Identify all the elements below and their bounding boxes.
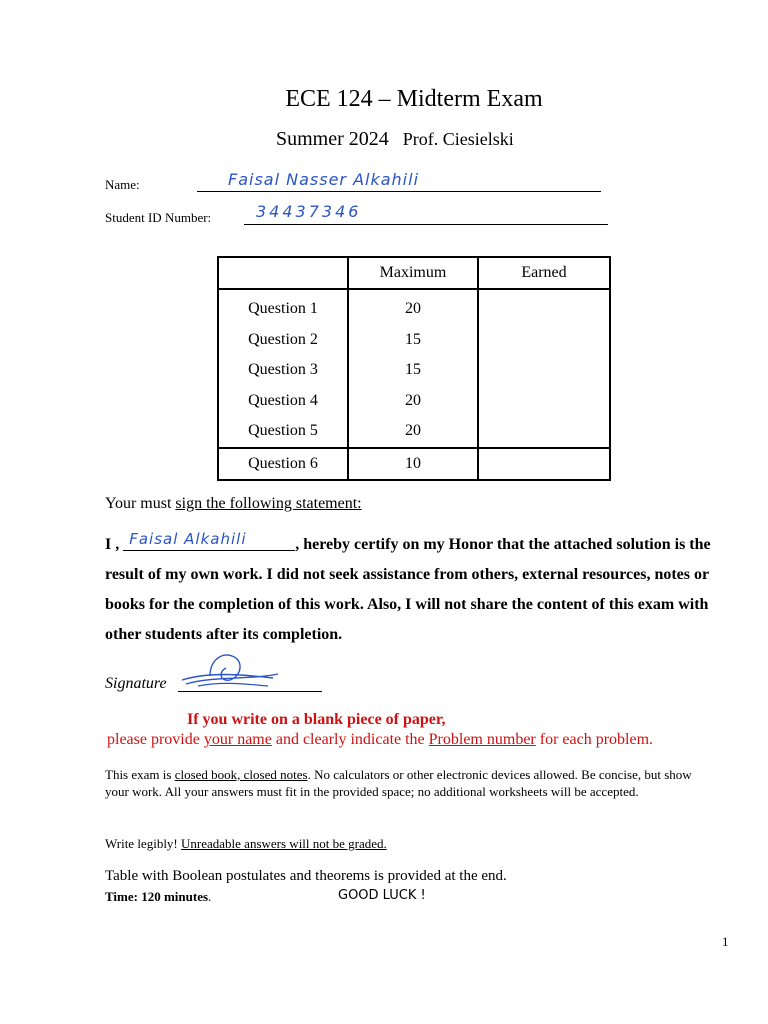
instruction-your-name: your name (203, 731, 272, 748)
earned-score (478, 325, 610, 356)
max-score: 15 (348, 325, 478, 356)
earned-score (478, 416, 610, 448)
statement-intro (105, 495, 362, 513)
question-label: Question 3 (218, 355, 348, 386)
legibility-part: Write legibly! (105, 836, 182, 851)
exam-term: Summer 2024 (276, 128, 389, 150)
rules-part: . No calculators or other electronic devices allowed. Be concise, but show your work. All your answers must fit in the provided space; no additional worksheets will be accepted. (105, 767, 692, 799)
header-blank (218, 257, 348, 289)
rules-closed-book: closed book, closed notes (174, 767, 308, 782)
blank-paper-heading: If you write on a blank piece of paper, (187, 711, 446, 728)
earned-score (478, 386, 610, 417)
time-period: . (208, 889, 212, 904)
rules-part: This exam is (105, 767, 175, 782)
time-limit (105, 889, 211, 905)
question-label: Question 2 (218, 325, 348, 356)
instruction-part: please provide (107, 731, 204, 748)
instruction-part: for each problem. (535, 731, 654, 748)
honor-statement (105, 530, 745, 650)
legibility-warning: Unreadable answers will not be graded. (181, 836, 387, 851)
table-row (218, 289, 610, 325)
exam-subtitle (276, 128, 514, 151)
earned-score (478, 448, 610, 480)
name-label: Name: (105, 177, 140, 192)
page-number: 1 (722, 934, 729, 949)
max-score: 20 (348, 416, 478, 448)
max-score: 15 (348, 355, 478, 386)
header-maximum: Maximum (348, 257, 478, 289)
table-row (218, 416, 610, 448)
professor-name: Prof. Ciesielski (402, 129, 514, 149)
max-score: 20 (348, 289, 478, 325)
name-handwritten: Faisal Nasser Alkahili (228, 170, 420, 189)
exam-title: ECE 124 – Midterm Exam (285, 86, 543, 112)
student-id-handwritten: 34437346 (256, 202, 362, 221)
table-row (218, 448, 610, 480)
student-id-line (244, 224, 608, 225)
honor-body: solution is the result of my own work. I did not seek assistance from others, external resources, notes or books for the completion of this work. Also, I will not share the content of this exam with other students after its completion. (105, 536, 711, 643)
question-label: Question 6 (218, 448, 348, 480)
instruction-problem-number: Problem number (428, 731, 536, 748)
signature-scribble (178, 650, 288, 692)
honor-i: I , (105, 536, 124, 553)
boolean-table-note: Table with Boolean postulates and theorems is provided at the end. (105, 868, 507, 884)
statement-intro-prefix: Your must (105, 495, 176, 512)
statement-intro-underlined: sign the following statement: (175, 495, 362, 512)
score-table (217, 256, 611, 481)
max-score: 10 (348, 448, 478, 480)
rules-paragraph (105, 766, 705, 800)
earned-score (478, 289, 610, 325)
max-score: 20 (348, 386, 478, 417)
table-row (218, 386, 610, 417)
table-row (218, 325, 610, 356)
time-label: Time: 120 minutes (105, 889, 209, 904)
earned-score (478, 355, 610, 386)
instruction-part: and clearly indicate the (271, 731, 429, 748)
question-label: Question 4 (218, 386, 348, 417)
good-luck: GOOD LUCK ! (338, 888, 426, 903)
score-table-header (218, 257, 610, 289)
signature-label: Signature (105, 675, 167, 692)
question-label: Question 5 (218, 416, 348, 448)
honor-first-line: , hereby certify on my Honor that the attached (295, 536, 613, 553)
header-earned: Earned (478, 257, 610, 289)
legibility-note (105, 835, 387, 852)
signed-name-handwritten: Faisal Alkahili (129, 530, 247, 548)
name-line (197, 191, 601, 192)
signed-name-line (123, 530, 295, 551)
blank-paper-instruction (107, 731, 653, 749)
question-label: Question 1 (218, 289, 348, 325)
table-row (218, 355, 610, 386)
student-id-label: Student ID Number: (105, 210, 212, 225)
